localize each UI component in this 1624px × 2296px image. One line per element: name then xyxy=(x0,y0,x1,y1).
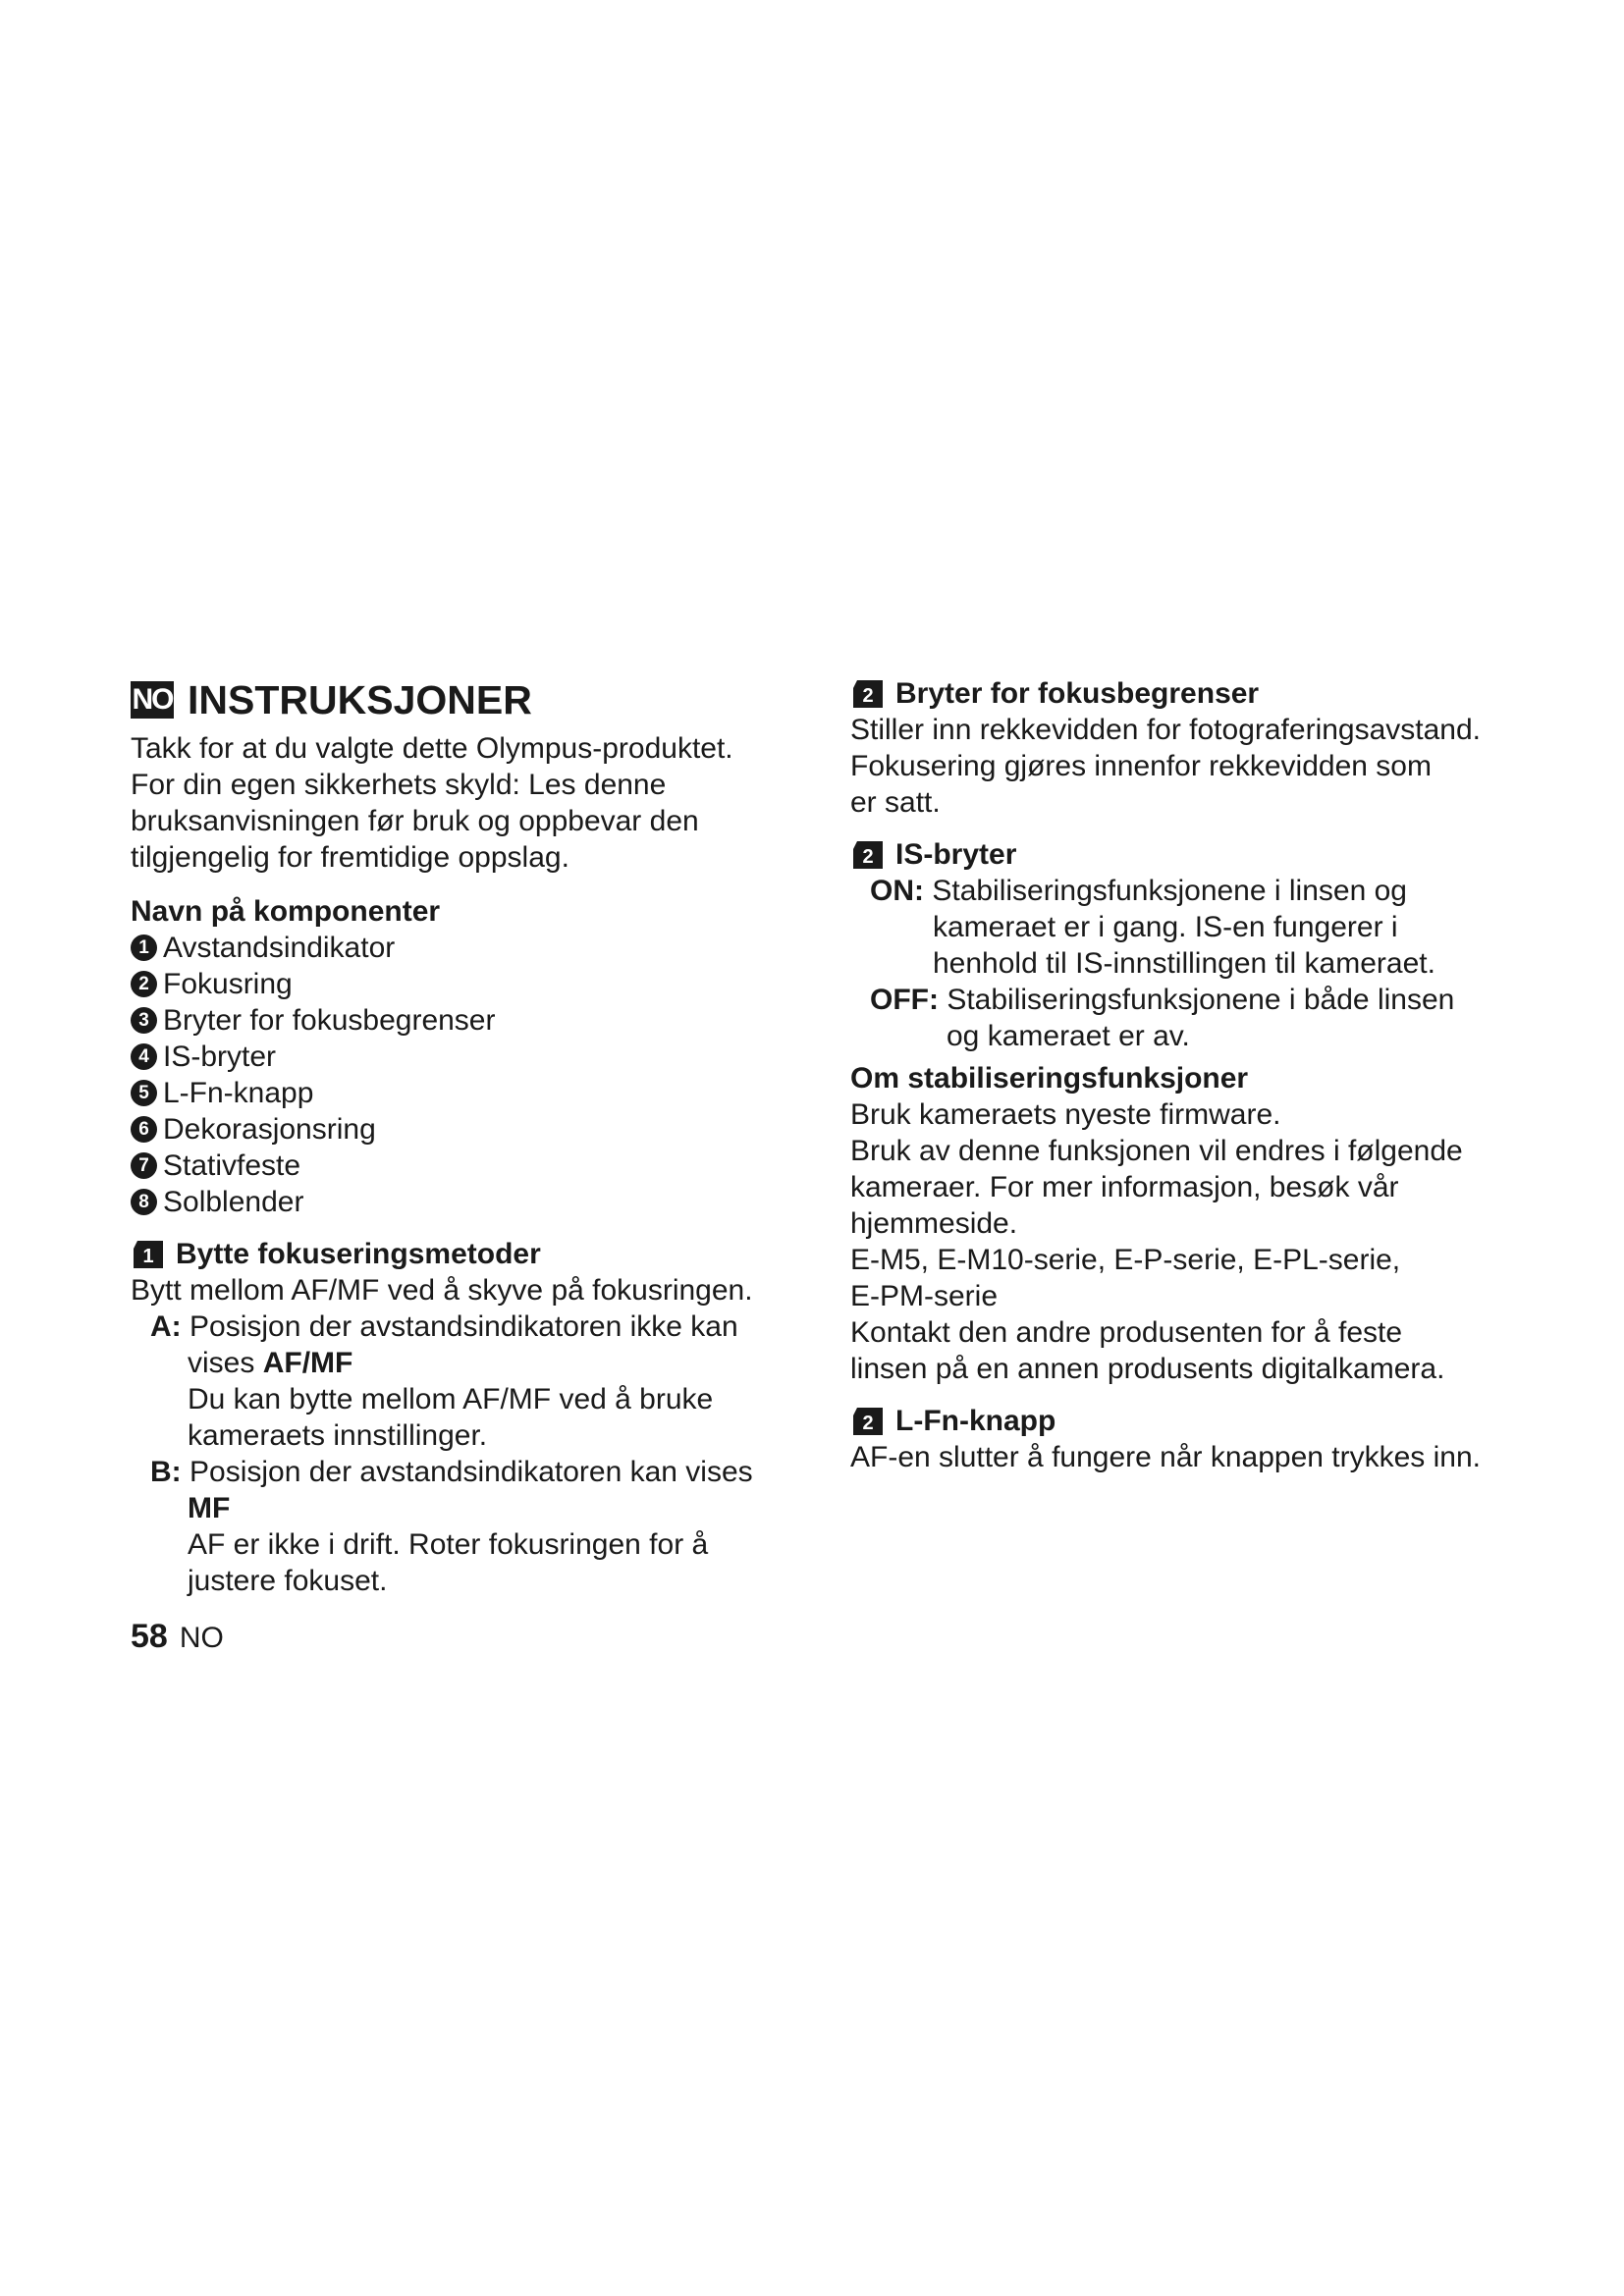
number-circle-icon: 6 xyxy=(131,1116,157,1143)
focus-method-text: Bytt mellom AF/MF ved å skyve på fokusringen. xyxy=(131,1274,753,1307)
step-2-icon xyxy=(850,1405,886,1438)
definition-continuation: kameraet er i gang. IS-en fungerer i xyxy=(933,911,1398,943)
definition-key: OFF: xyxy=(870,984,939,1016)
svg-text:2: 2 xyxy=(862,684,874,707)
mode-label: AF/MF xyxy=(262,1347,353,1379)
text-line: E-PM-serie xyxy=(850,1280,999,1312)
is-switch-heading xyxy=(850,836,1518,873)
text-line: Fokusering gjøres innenfor rekkevidden som xyxy=(850,750,1432,782)
text-line: Stiller inn rekkevidden for fotograferingsavstand. xyxy=(850,714,1482,746)
component-item xyxy=(131,1184,779,1220)
title-text: INSTRUKSJONER xyxy=(188,677,532,722)
definition-continuation: og kameraet er av. xyxy=(947,1020,1190,1052)
focus-limiter-heading xyxy=(850,675,1518,712)
component-label: Fokusring xyxy=(163,968,293,1000)
number-circle-icon: 5 xyxy=(131,1080,157,1106)
footer-lang: NO xyxy=(179,1622,224,1654)
language-badge: NO xyxy=(131,681,174,719)
definition-key: B: xyxy=(150,1456,182,1488)
number-circle-icon: 7 xyxy=(131,1152,157,1179)
step-2-icon xyxy=(850,838,886,872)
svg-text:2: 2 xyxy=(862,845,874,868)
lfn-heading xyxy=(850,1403,1518,1439)
definition-key: A: xyxy=(150,1310,182,1343)
svg-text:2: 2 xyxy=(862,1412,874,1434)
component-label: Solblender xyxy=(163,1186,304,1218)
component-item xyxy=(131,1075,779,1111)
intro-paragraph xyxy=(131,730,779,876)
text-line: linsen på en annen produsents digitalkamera. xyxy=(850,1353,1445,1385)
definition-continuation: kameraets innstillinger. xyxy=(188,1419,488,1452)
intro-line: Takk for at du valgte dette Olympus-produktet. xyxy=(131,732,733,765)
definition-continuation: henhold til IS-innstillingen til kameraet. xyxy=(933,947,1435,980)
page-number: 58 xyxy=(131,1618,168,1655)
text-line: er satt. xyxy=(850,786,941,819)
component-item xyxy=(131,1148,779,1184)
definition-continuation: Du kan bytte mellom AF/MF ved å bruke xyxy=(188,1383,714,1415)
text-line: E-M5, E-M10-serie, E-P-serie, E-PL-serie, xyxy=(850,1244,1401,1276)
number-circle-icon: 8 xyxy=(131,1189,157,1215)
lfn-text: AF-en slutter å fungere når knappen trykkes inn. xyxy=(850,1441,1482,1473)
stabilization-text xyxy=(850,1096,1518,1387)
section-title: IS-bryter xyxy=(895,838,1017,871)
text-line: kameraer. For mer informasjon, besøk vår xyxy=(850,1171,1399,1203)
focus-method-heading xyxy=(131,1236,779,1272)
section-title: Bytte fokuseringsmetoder xyxy=(176,1238,541,1270)
intro-line: For din egen sikkerhets skyld: Les denne xyxy=(131,769,667,801)
step-1-icon xyxy=(131,1238,166,1271)
svg-text:1: 1 xyxy=(142,1245,154,1267)
definition-continuation: AF er ikke i drift. Roter fokusringen for å xyxy=(188,1528,709,1561)
number-circle-icon: 4 xyxy=(131,1043,157,1070)
components-heading: Navn på komponenter xyxy=(131,895,441,928)
definition-continuation: justere fokuset. xyxy=(188,1565,388,1597)
intro-line: tilgjengelig for fremtidige oppslag. xyxy=(131,841,569,874)
number-circle-icon: 3 xyxy=(131,1007,157,1034)
number-circle-icon: 1 xyxy=(131,934,157,961)
text-line: Bruk av denne funksjonen vil endres i følgende xyxy=(850,1135,1463,1167)
definition-key: ON: xyxy=(870,875,924,907)
definition-off xyxy=(850,982,1518,1018)
definition-b xyxy=(131,1454,779,1490)
definition-text: Posisjon der avstandsindikatoren ikke kan xyxy=(189,1310,738,1343)
definition-text: Posisjon der avstandsindikatoren kan vises xyxy=(189,1456,753,1488)
right-column xyxy=(850,675,1518,1475)
definition-on xyxy=(850,873,1518,909)
component-label: IS-bryter xyxy=(163,1041,277,1073)
section-title: Bryter for fokusbegrenser xyxy=(895,677,1260,710)
definition-continuation: vises AF/MF xyxy=(188,1347,353,1379)
page-footer xyxy=(131,1618,224,1656)
component-item xyxy=(131,930,779,966)
definition-a xyxy=(131,1308,779,1345)
text-line: hjemmeside. xyxy=(850,1207,1018,1240)
stabilization-heading: Om stabiliseringsfunksjoner xyxy=(850,1062,1249,1095)
text-line: Bruk kameraets nyeste firmware. xyxy=(850,1098,1281,1131)
step-2-icon xyxy=(850,677,886,711)
component-item xyxy=(131,966,779,1002)
components-list xyxy=(131,930,779,1220)
left-column xyxy=(131,675,779,1599)
page-title xyxy=(131,675,779,724)
focus-limiter-text xyxy=(850,712,1518,821)
component-label: Stativfeste xyxy=(163,1149,301,1182)
component-item xyxy=(131,1039,779,1075)
definition-text: Stabiliseringsfunksjonene i linsen og xyxy=(932,875,1407,907)
intro-line: bruksanvisningen før bruk og oppbevar den xyxy=(131,805,699,837)
section-title: L-Fn-knapp xyxy=(895,1405,1056,1437)
component-label: L-Fn-knapp xyxy=(163,1077,314,1109)
component-label: Bryter for fokusbegrenser xyxy=(163,1004,496,1037)
number-circle-icon: 2 xyxy=(131,971,157,997)
definition-text: Stabiliseringsfunksjonene i både linsen xyxy=(947,984,1455,1016)
text-line: Kontakt den andre produsenten for å feste xyxy=(850,1316,1403,1349)
component-item xyxy=(131,1111,779,1148)
component-label: Avstandsindikator xyxy=(163,932,396,964)
component-item xyxy=(131,1002,779,1039)
mode-label: MF xyxy=(188,1492,231,1524)
component-label: Dekorasjonsring xyxy=(163,1113,376,1146)
